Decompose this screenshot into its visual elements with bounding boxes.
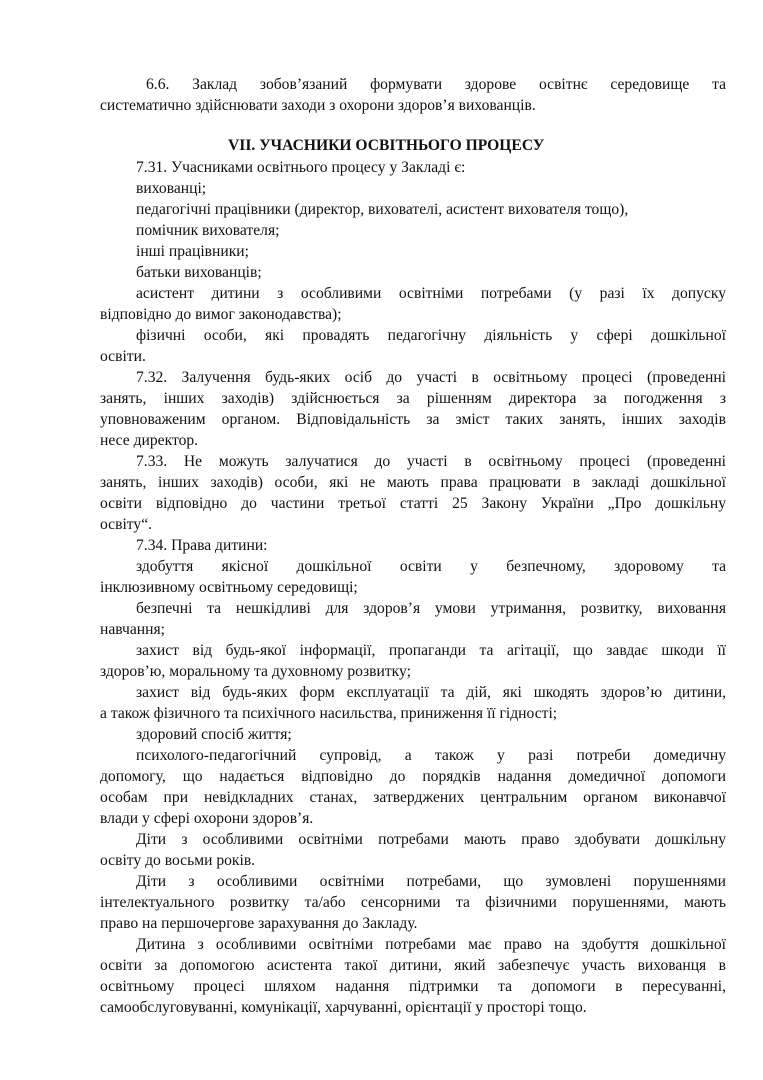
text-line: здоров’ю, моральному та духовному розвитку;	[100, 663, 411, 680]
text-line: освіти.	[100, 348, 146, 365]
text-line: вихованці;	[136, 180, 207, 197]
text-line: систематично здійснювати заходи з охорони здоров’я вихованців.	[100, 97, 536, 114]
text-line: 7.32. Залучення будь-яких осіб до участі в освітньому процесі (проведенні	[136, 369, 726, 386]
text-line: 7.34. Права дитини:	[136, 537, 268, 554]
text-line: здоровий спосіб життя;	[136, 726, 292, 743]
text-line: інші працівники;	[136, 243, 249, 260]
text-line: 7.33. Не можуть залучатися до участі в освітньому процесі (проведенні	[136, 453, 726, 470]
text-line: батьки вихованців;	[136, 264, 262, 281]
text-line: захист від будь-якої інформації, пропаганди та агітації, що завдає шкоди її	[136, 642, 726, 659]
text-line: педагогічні працівники (директор, вихователі, асистент вихователя тощо),	[136, 201, 629, 218]
text-line: освіту до восьми років.	[100, 852, 256, 869]
text-line: освіти відповідно до частини третьої статті 25 Закону України „Про дошкільну	[100, 495, 726, 512]
text-line: помічник вихователя;	[136, 222, 280, 239]
text-line: самообслуговуванні, комунікації, харчуванні, орієнтації у просторі тощо.	[100, 999, 587, 1016]
text-line: навчання;	[100, 621, 165, 638]
text-line: Діти з особливими освітніми потребами, що зумовлені порушеннями	[136, 873, 726, 890]
text-line: уповноваженим органом. Відповідальність за зміст таких занять, інших заходів	[100, 411, 726, 428]
text-line: занять, інших заходів) особи, які не мають права працювати в закладі дошкільної	[100, 474, 726, 491]
text-line: допомогу, що надається відповідно до порядків надання домедичної допомоги	[100, 768, 726, 785]
text-line: психолого-педагогічний супровід, а також у разі потреби домедичну	[136, 747, 726, 764]
text-line: безпечні та нешкідливі для здоров’я умови утримання, розвитку, виховання	[136, 600, 726, 617]
text-line: здобуття якісної дошкільної освіти у безпечному, здоровому та	[136, 558, 726, 575]
text-line: Дитина з особливими освітніми потребами має право на здобуття дошкільної	[136, 936, 726, 953]
text-line: освіти за допомогою асистента такої дитини, який забезпечує участь вихованця в	[100, 957, 726, 974]
text-line: фізичні особи, які провадять педагогічну діяльність у сфері дошкільної	[136, 327, 726, 344]
section-heading: VII. УЧАСНИКИ ОСВІТНЬОГО ПРОЦЕСУ	[228, 137, 545, 154]
text-line: а також фізичного та психічного насильства, приниження її гідності;	[100, 705, 558, 722]
text-line: влади у сфері охорони здоров’я.	[100, 810, 314, 827]
text-line: інклюзивному освітньому середовищі;	[100, 579, 358, 596]
text-line: освітньому процесі шляхом надання підтримки та допомоги в пересуванні,	[100, 978, 726, 995]
text-line: занять, інших заходів) здійснюється за рішенням директора за погодження з	[100, 390, 726, 407]
text-line: освіту“.	[100, 516, 153, 533]
text-line: Діти з особливими освітніми потребами мають право здобувати дошкільну	[136, 831, 726, 848]
text-line: 6.6. Заклад зобов’язаний формувати здорове освітнє середовище та	[146, 76, 726, 93]
text-line: відповідно до вимог законодавства);	[100, 306, 342, 323]
text-line: захист від будь-яких форм експлуатації та дій, які шкодять здоров’ю дитини,	[136, 684, 726, 701]
text-line: особам при невідкладних станах, затверджених центральним органом виконавчої	[100, 789, 726, 806]
text-line: право на першочергове зарахування до Закладу.	[100, 915, 418, 932]
text-line: інтелектуального розвитку та/або сенсорними та фізичними порушеннями, мають	[100, 894, 726, 911]
text-line: асистент дитини з особливими освітніми потребами (у разі їх допуску	[136, 285, 726, 302]
text-line: несе директор.	[100, 432, 199, 449]
text-line: 7.31. Учасниками освітнього процесу у Закладі є:	[136, 159, 466, 176]
